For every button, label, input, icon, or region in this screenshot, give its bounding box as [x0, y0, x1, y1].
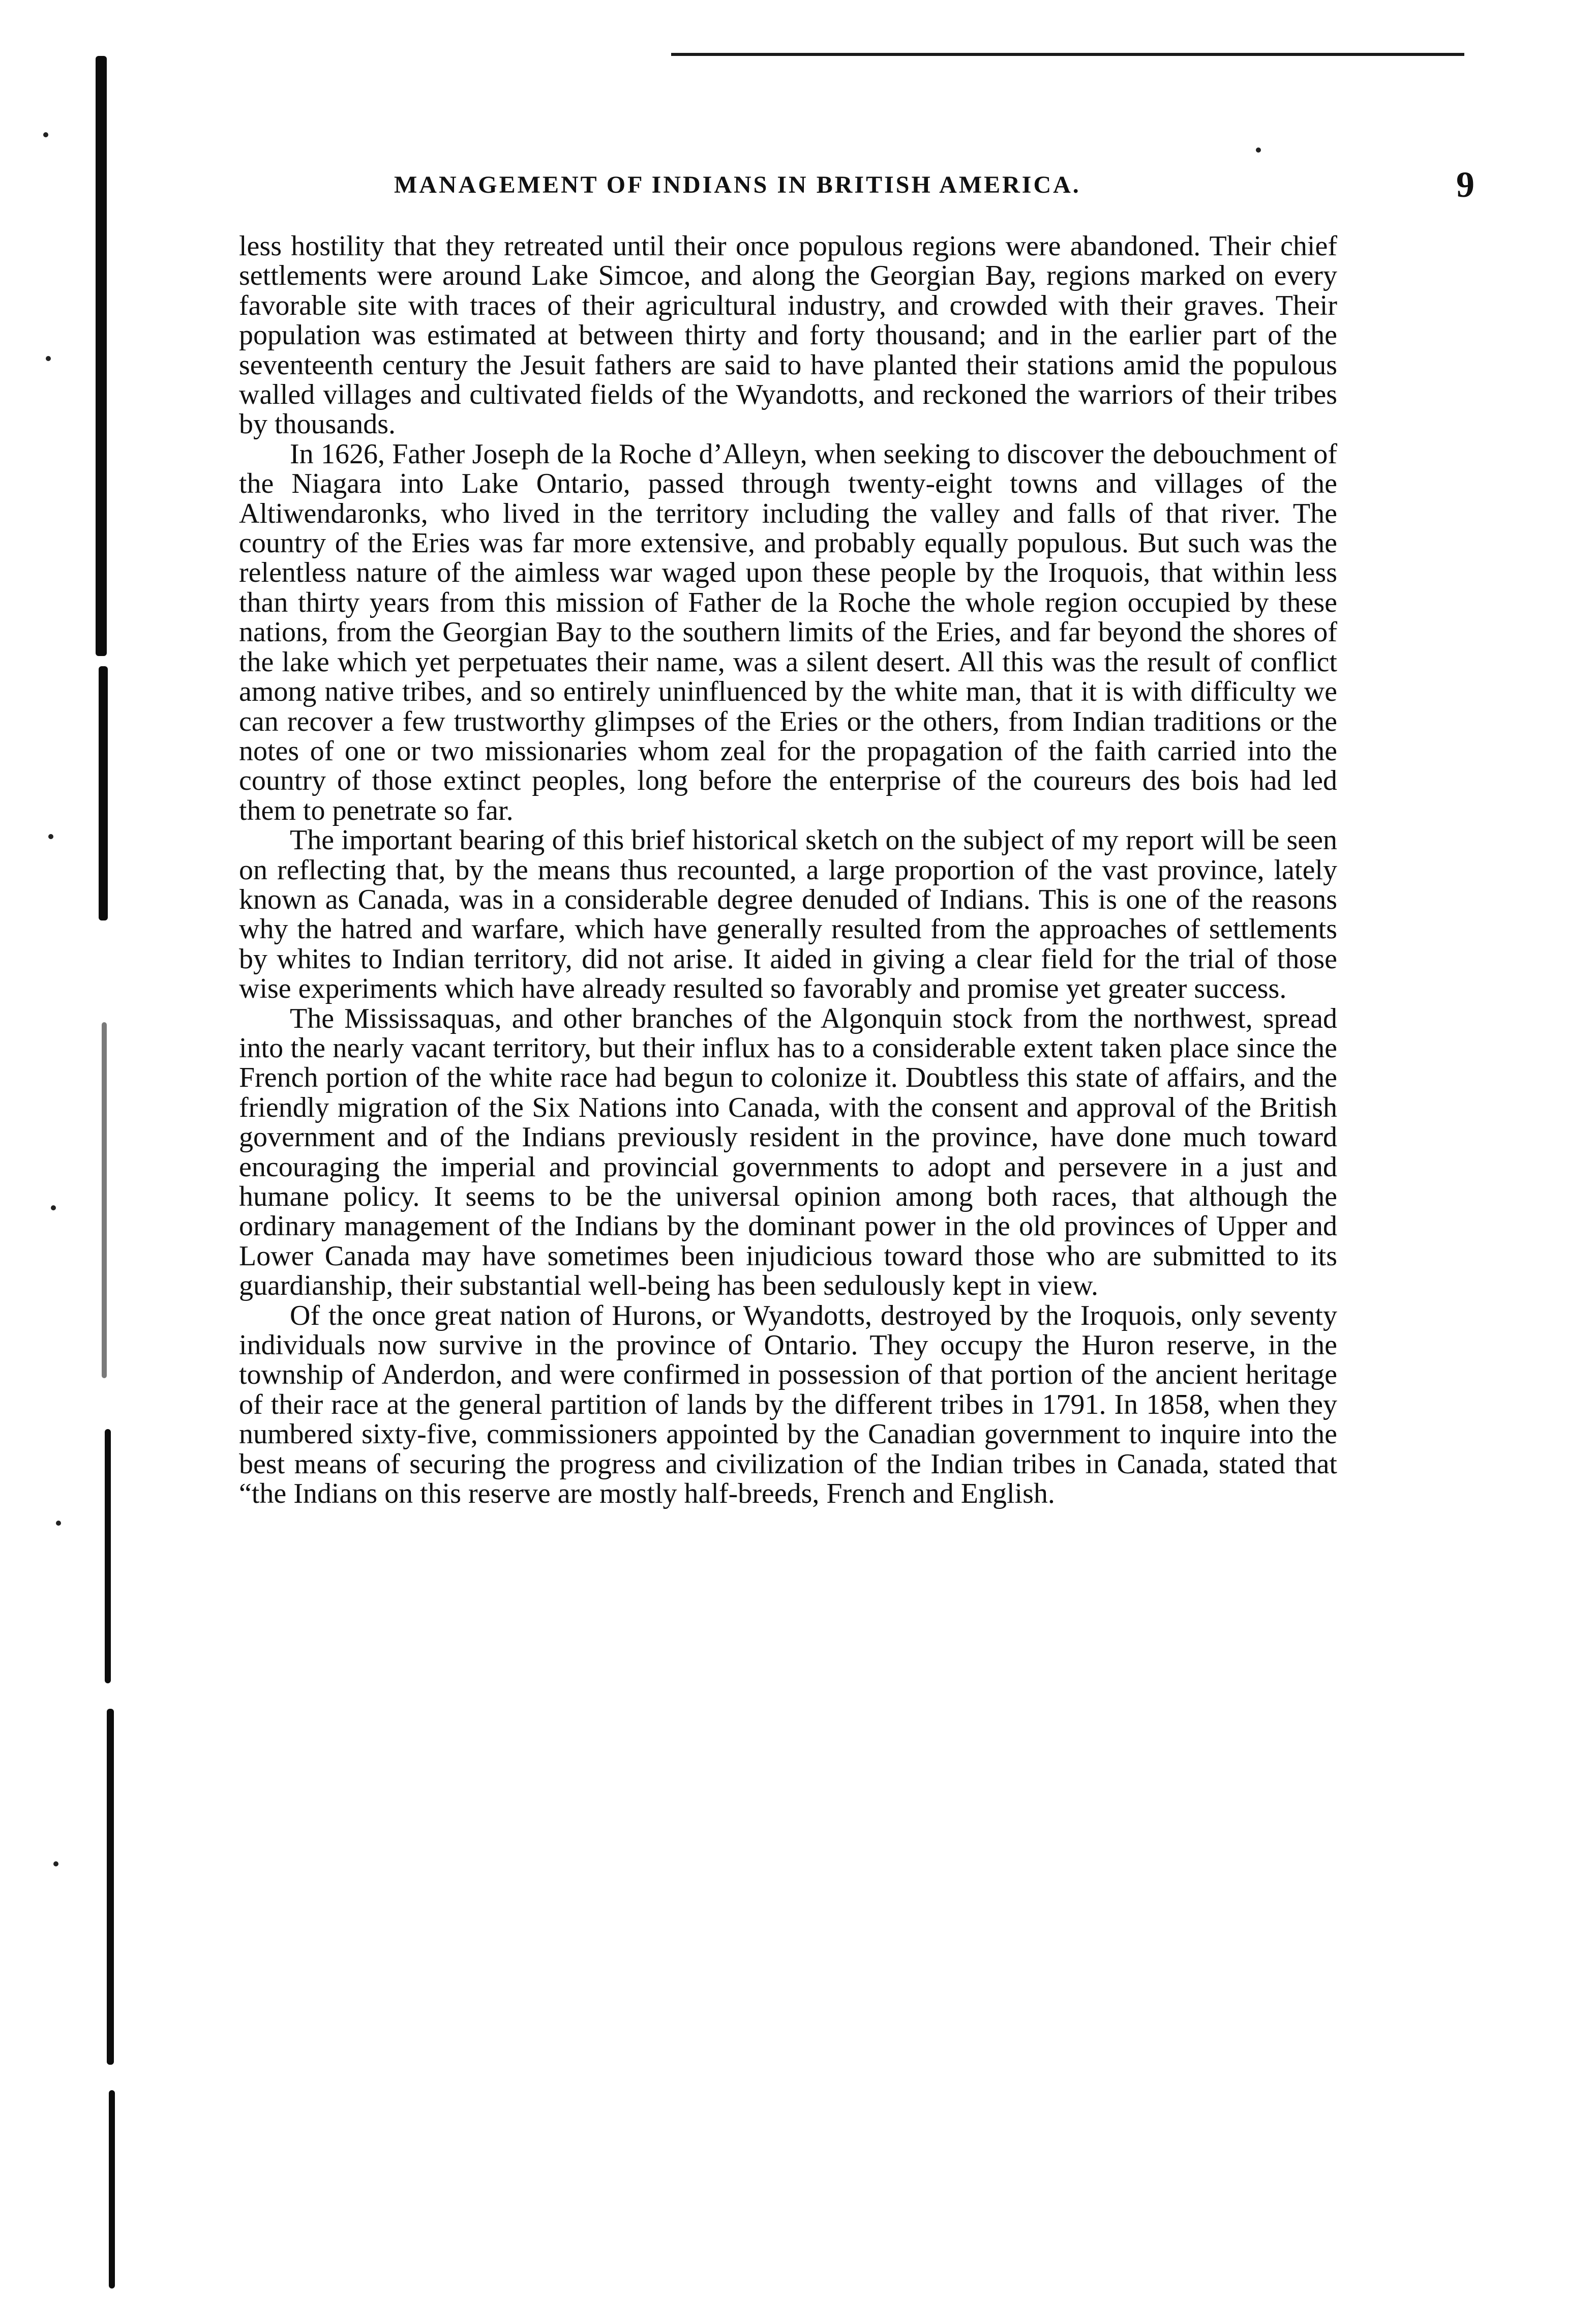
binding-edge-artifact: [76, 56, 137, 2289]
top-rule-artifact: [671, 53, 1464, 56]
paragraph-1: less hostility that they retreated until their once populous regions were abandoned. Their chief settlements were around Lake Simcoe, and along the Georgian Bay, regions marked on every favorable site with traces of their agricultural industry, and crowded with their graves. Their population was estimated at between thirty and forty thousand; and in the earlier part of the seventeenth century the Jesuit fathers are said to have planted their stations amid the populous walled villages and cultivated fields of the Wyandotts, and reckoned the warriors of their tribes by thousands.: [239, 230, 1337, 440]
speck-artifact: [48, 834, 53, 839]
paragraph-5: Of the once great nation of Hurons, or Wyandotts, destroyed by the Iroquois, only seventy individuals now survive in the province of Ontario. They occupy the Huron reserve, in the township of Anderdon, and were confirmed in possession of that portion of the ancient heritage of their race at the general partition of lands by the different tribes in 1791. In 1858, when they numbered sixty-five, commissioners appointed by the Canadian government to inquire into the best means of securing the progress and civilization of the Indian tribes in Canada, stated that “the Indians on this reserve are mostly half-breeds, French and English.: [239, 1299, 1337, 1510]
speck-artifact: [43, 132, 48, 137]
speck-artifact: [46, 356, 51, 361]
paragraph-4: The Mississaquas, and other branches of the Algonquin stock from the northwest, spread into the nearly vacant territory, but their influx has to a considerable extent taken place since the French portion of the white race had begun to colonize it. Doubtless this state of affairs, and the friendly migration of the Six Nations into Canada, with the consent and approval of the British government and of the Indians previously resident in the province, have done much toward encouraging the imperial and provincial governments to adopt and persevere in a just and humane policy. It seems to be the universal opinion among both races, that although the ordinary management of the Indians by the dominant power in the old provinces of Upper and Lower Canada may have sometimes been injudicious toward those who are submitted to its guardianship, their substantial well-being has been sedulously kept in view.: [239, 1002, 1337, 1302]
running-header-title: MANAGEMENT OF INDIANS IN BRITISH AMERICA.: [394, 171, 1081, 198]
page-number: 9: [1456, 164, 1474, 205]
paragraph-3: The important bearing of this brief historical sketch on the subject of my report will be seen on reflecting that, by the means thus recounted, a large proportion of the vast province, lately known as Canada, was in a considerable degree denuded of Indians. This is one of the reasons why the hatred and warfare, which have generally resulted from the approaches of settlements by whites to Indian territory, did not arise. It aided in giving a clear field for the trial of those wise experiments which have already resulted so favorably and promise yet greater success.: [239, 824, 1337, 1005]
speck-artifact: [51, 1205, 56, 1210]
running-header: [275, 164, 1474, 212]
paragraph-2: In 1626, Father Joseph de la Roche d’Alleyn, when seeking to discover the debouchment of the Niagara into Lake Ontario, passed through twenty-eight towns and villages of the Altiwendaronks, who lived in the territory including the valley and falls of that river. The country of the Eries was far more extensive, and probably equally populous. But such was the relentless nature of the aimless war waged upon these people by the Iroquois, that within less than thirty years from this mission of Father de la Roche the whole region occupied by these nations, from the Georgian Bay to the southern limits of the Eries, and far beyond the shores of the lake which yet perpetuates their name, was a silent desert. All this was the result of conflict among native tribes, and so entirely uninfluenced by the white man, that it is with difficulty we can recover a few trustworthy glimpses of the Eries or the others, from Indian traditions or the notes of one or two missionaries whom zeal for the propagation of the faith carried into the country of those extinct peoples, long before the enterprise of the coureurs des bois had led them to penetrate so far.: [239, 438, 1337, 826]
text-body: [239, 231, 1337, 1508]
speck-artifact: [1256, 147, 1261, 153]
speck-artifact: [56, 1521, 61, 1526]
speck-artifact: [53, 1861, 58, 1866]
